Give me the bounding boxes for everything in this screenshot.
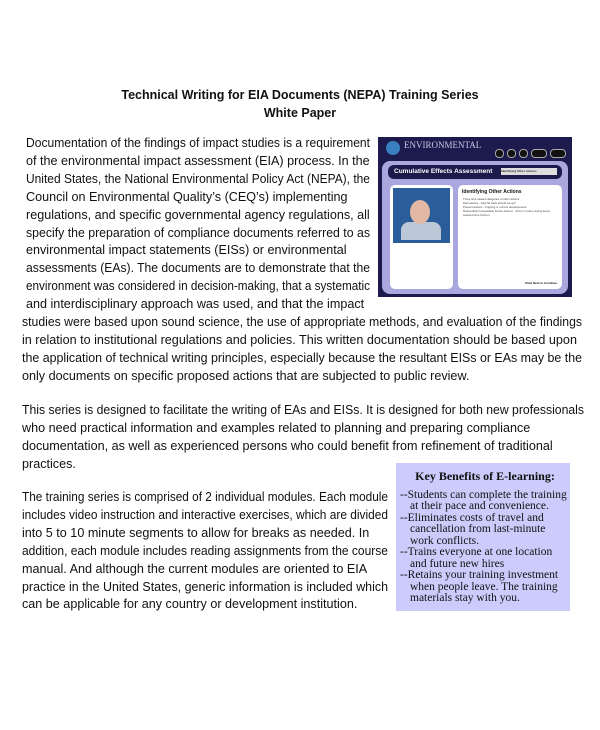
- brand-logo-text: ENVIRONMENTAL: [404, 140, 482, 150]
- text-line: This series is designed to facilitate the writing of EAs and EISs. It is designed for both new professionals: [22, 403, 585, 417]
- text-line: manual. And although the current modules are oriented to EIA: [22, 561, 368, 576]
- benefits-title: Key Benefits of E-learning:: [415, 469, 555, 483]
- nav-buttons: [495, 149, 566, 158]
- video-panel: [390, 185, 453, 289]
- training-screenshot: [378, 137, 572, 297]
- presenter-video: [393, 188, 450, 243]
- bullet: Reasonably Foreseeable Future Actions - Occur in future during future selected time horizon: [463, 209, 551, 217]
- text-line: practice in the United States, generic information is included which: [22, 579, 389, 594]
- text-line: documentation, as well as experienced persons who could benefit from refinement of traditional: [22, 438, 553, 453]
- text-line: The training series is comprised of 2 individual modules. Each module: [22, 490, 389, 504]
- document-title: Technical Writing for EIA Documents (NEPA) Training Series: [121, 88, 479, 102]
- text-line: assessments (EAs). The documents are to demonstrate that the: [26, 261, 370, 276]
- text-line: who need practical information and examples related to planning and preparing compliance: [22, 420, 531, 435]
- benefit-item: --Eliminates costs of travel and cancellation from last-minute work conflicts.: [400, 511, 546, 547]
- globe-logo-icon: [386, 141, 400, 155]
- module-bar: [388, 165, 562, 179]
- text-line: can be applicable for any country or development institution.: [22, 597, 358, 612]
- module-title: Cumulative Effects Assessment: [394, 168, 493, 175]
- text-line: includes video instruction and interactive exercises, which are divided: [22, 507, 388, 522]
- paragraph-modules: [22, 489, 412, 614]
- topic-select: Identifying Other Actions: [501, 168, 557, 175]
- text-line: the application of technical writing principles, especially because the resultant EISs or EAs may be the: [22, 350, 583, 365]
- text-line: and interdisciplinary approach was used, and that the impact: [26, 297, 365, 312]
- text-line: specify the preparation of compliance documents referred to as: [26, 225, 370, 240]
- text-line: in relation to institutional regulations and policies. This written documentation should be based upon: [22, 332, 577, 347]
- bullet: Three time related categories of other actions: [463, 197, 520, 201]
- text-line: environmental impact statements (EISs) or environmental: [26, 243, 347, 258]
- benefit-item: --Retains your training investment when people leave. The training materials stay with you.: [400, 569, 559, 604]
- text-line: studies were based upon sound science, the use of appropriate methods, and evaluation of the findings: [22, 315, 583, 330]
- document-subtitle: White Paper: [263, 106, 337, 120]
- benefit-item: --Trains everyone at one location and future new hires: [400, 546, 553, 570]
- text-line: United States, the National Environmental Policy Act (NEPA), the: [26, 171, 370, 186]
- bullet: Past actions - How far back should we go?: [463, 201, 516, 205]
- content-panel: [458, 185, 562, 289]
- content-heading: Identifying Other Actions: [462, 189, 522, 195]
- text-line: addition, each module includes reading assignments from the course: [22, 543, 388, 558]
- text-line: environment was considered in decision-making, that a systematic: [26, 279, 371, 294]
- benefit-item: --Students can complete the training at their pace and convenience.: [400, 488, 567, 512]
- key-benefits-box: [396, 463, 570, 611]
- bullet: Present actions - Ongoing or current developments: [463, 205, 527, 209]
- text-line: of the environmental impact assessment (EIA) process. In the: [26, 153, 370, 168]
- text-line: only documents on specific proposed actions that are subjected to public review.: [22, 368, 470, 383]
- text-line: into 5 to 10 minute segments to allow for breaks as needed. In: [22, 525, 370, 540]
- continue-label: Click Next to Continue: [524, 281, 557, 285]
- text-line: practices.: [22, 456, 76, 471]
- text-line: Documentation of the findings of impact studies is a requirement: [26, 136, 371, 150]
- text-line: Council on Environmental Quality’s (CEQ’s) implementing: [26, 189, 348, 204]
- text-line: regulations, and specific governmental agency regulations, all: [26, 207, 370, 222]
